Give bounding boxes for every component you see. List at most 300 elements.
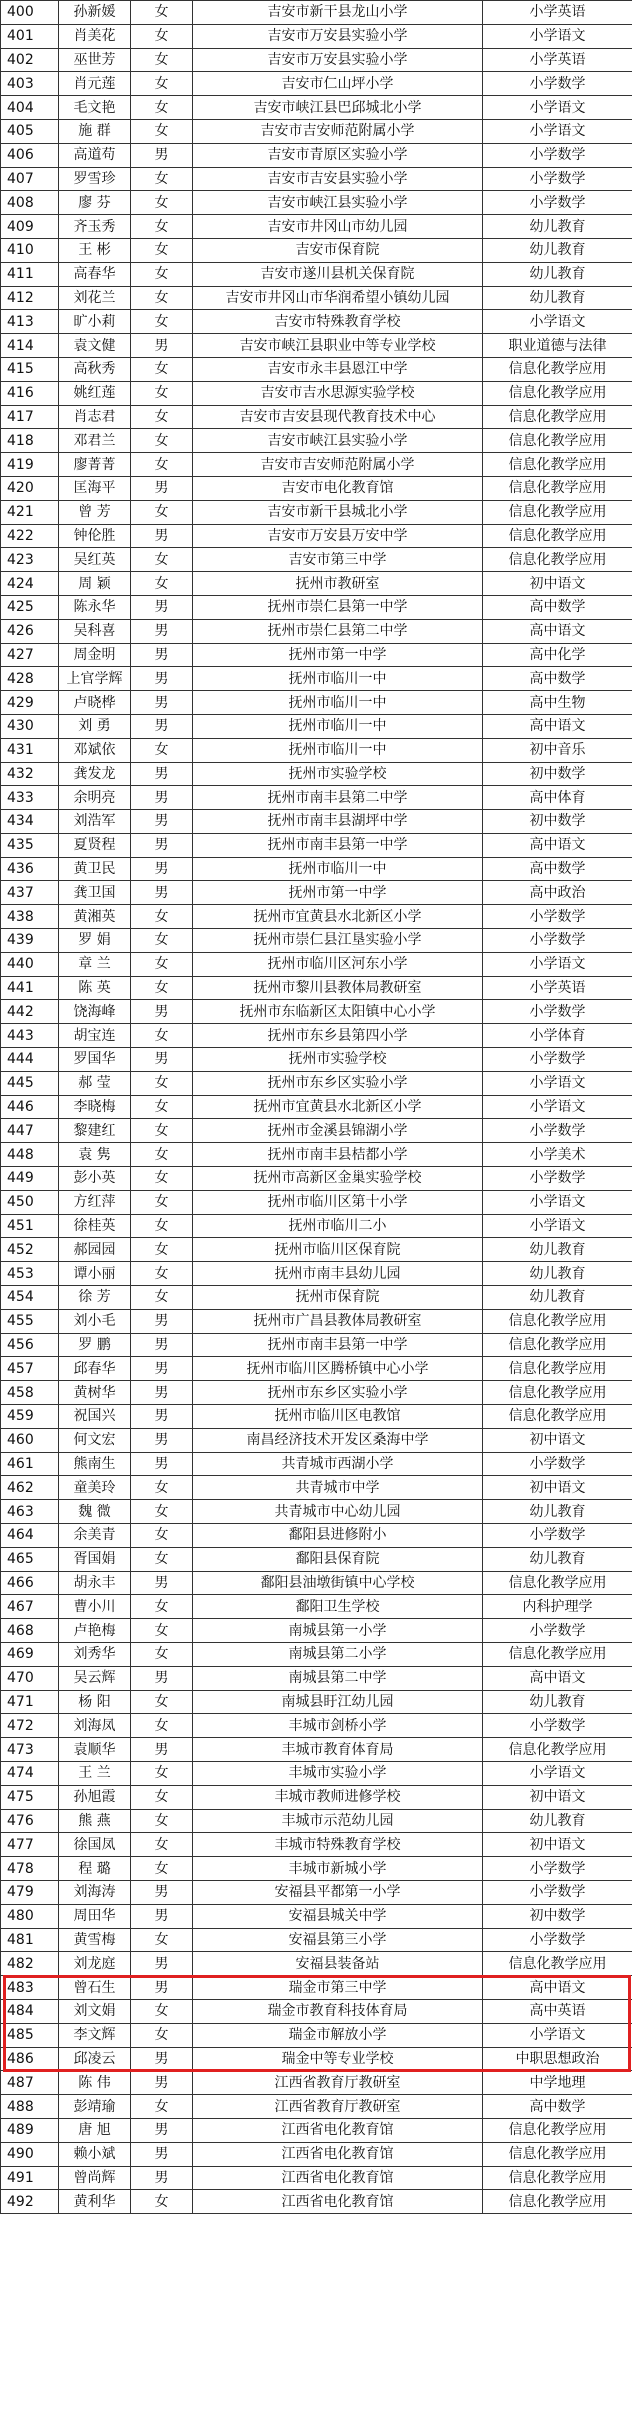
cell-name: 黎建红	[59, 1119, 131, 1143]
cell-name: 黄利华	[59, 2190, 131, 2214]
cell-no: 450	[1, 1190, 59, 1214]
cell-no: 478	[1, 1857, 59, 1881]
table-row	[1, 1286, 632, 1310]
table-row	[1, 1714, 632, 1738]
table-row	[1, 1952, 632, 1976]
cell-name: 王 彬	[59, 238, 131, 262]
cell-unit: 吉安市新干县龙山小学	[193, 1, 483, 25]
cell-no: 447	[1, 1119, 59, 1143]
cell-no: 410	[1, 238, 59, 262]
cell-no: 438	[1, 905, 59, 929]
cell-gender: 女	[131, 119, 193, 143]
cell-unit: 抚州市东乡县第四小学	[193, 1024, 483, 1048]
cell-unit: 丰城市特殊教育学校	[193, 1833, 483, 1857]
cell-name: 龚卫国	[59, 881, 131, 905]
table-row	[1, 2118, 632, 2142]
cell-no: 413	[1, 310, 59, 334]
cell-gender: 男	[131, 762, 193, 786]
cell-name: 余明亮	[59, 786, 131, 810]
table-row	[1, 1167, 632, 1191]
cell-gender: 女	[131, 1714, 193, 1738]
cell-gender: 男	[131, 2166, 193, 2190]
cell-gender: 女	[131, 1, 193, 25]
cell-subject: 小学语文	[483, 1095, 632, 1119]
cell-subject: 信息化教学应用	[483, 405, 632, 429]
cell-no: 483	[1, 1976, 59, 2000]
cell-no: 462	[1, 1476, 59, 1500]
table-row	[1, 96, 632, 120]
table-row	[1, 1071, 632, 1095]
cell-subject: 小学语文	[483, 952, 632, 976]
cell-name: 肖美花	[59, 24, 131, 48]
cell-no: 421	[1, 500, 59, 524]
table-row	[1, 215, 632, 239]
table-row	[1, 1976, 632, 2000]
cell-no: 460	[1, 1428, 59, 1452]
cell-unit: 鄱阳卫生学校	[193, 1595, 483, 1619]
cell-unit: 南城县第一小学	[193, 1619, 483, 1643]
cell-name: 袁 隽	[59, 1143, 131, 1167]
cell-no: 487	[1, 2071, 59, 2095]
cell-name: 彭靖瑜	[59, 2095, 131, 2119]
table-row	[1, 1547, 632, 1571]
cell-no: 440	[1, 952, 59, 976]
cell-no: 422	[1, 524, 59, 548]
cell-unit: 南昌经济技术开发区桑海中学	[193, 1428, 483, 1452]
cell-unit: 吉安市吉安县现代教育技术中心	[193, 405, 483, 429]
cell-name: 魏 微	[59, 1500, 131, 1524]
cell-unit: 抚州市黎川县教体局教研室	[193, 976, 483, 1000]
cell-gender: 女	[131, 96, 193, 120]
cell-name: 夏贤程	[59, 833, 131, 857]
table-row	[1, 1904, 632, 1928]
cell-name: 罗国华	[59, 1048, 131, 1072]
cell-unit: 丰城市新城小学	[193, 1857, 483, 1881]
cell-gender: 女	[131, 1167, 193, 1191]
cell-name: 周田华	[59, 1904, 131, 1928]
cell-subject: 小学语文	[483, 119, 632, 143]
cell-gender: 女	[131, 48, 193, 72]
cell-subject: 小学美术	[483, 1143, 632, 1167]
cell-gender: 女	[131, 310, 193, 334]
cell-subject: 小学语文	[483, 1071, 632, 1095]
cell-name: 巫世芳	[59, 48, 131, 72]
cell-unit: 抚州市东乡区实验小学	[193, 1071, 483, 1095]
cell-name: 童美玲	[59, 1476, 131, 1500]
cell-no: 442	[1, 1000, 59, 1024]
cell-gender: 男	[131, 524, 193, 548]
cell-gender: 女	[131, 2095, 193, 2119]
cell-gender: 男	[131, 857, 193, 881]
cell-no: 411	[1, 262, 59, 286]
cell-subject: 小学数学	[483, 1714, 632, 1738]
cell-no: 463	[1, 1500, 59, 1524]
cell-name: 程 璐	[59, 1857, 131, 1881]
cell-unit: 吉安市电化教育馆	[193, 476, 483, 500]
cell-no: 429	[1, 691, 59, 715]
cell-subject: 信息化教学应用	[483, 548, 632, 572]
cell-unit: 江西省教育厅教研室	[193, 2071, 483, 2095]
cell-unit: 抚州市南丰县第二中学	[193, 786, 483, 810]
table-row	[1, 262, 632, 286]
cell-gender: 男	[131, 833, 193, 857]
table-row	[1, 929, 632, 953]
table-row	[1, 1738, 632, 1762]
cell-name: 曾 芳	[59, 500, 131, 524]
cell-subject: 小学数学	[483, 1524, 632, 1548]
table-row	[1, 691, 632, 715]
cell-name: 高秋秀	[59, 357, 131, 381]
cell-no: 491	[1, 2166, 59, 2190]
cell-gender: 女	[131, 1143, 193, 1167]
cell-gender: 男	[131, 1333, 193, 1357]
cell-unit: 抚州市高新区金巢实验学校	[193, 1167, 483, 1191]
cell-unit: 吉安市峡江县巴邱城北小学	[193, 96, 483, 120]
cell-unit: 吉安市第三中学	[193, 548, 483, 572]
table-row	[1, 1857, 632, 1881]
cell-name: 胡宝连	[59, 1024, 131, 1048]
cell-gender: 男	[131, 1357, 193, 1381]
cell-gender: 女	[131, 1928, 193, 1952]
table-row	[1, 405, 632, 429]
cell-unit: 丰城市剑桥小学	[193, 1714, 483, 1738]
cell-subject: 信息化教学应用	[483, 2166, 632, 2190]
cell-gender: 男	[131, 643, 193, 667]
cell-subject: 高中语文	[483, 1666, 632, 1690]
cell-name: 徐 芳	[59, 1286, 131, 1310]
cell-gender: 女	[131, 1809, 193, 1833]
cell-no: 489	[1, 2118, 59, 2142]
cell-name: 施 群	[59, 119, 131, 143]
cell-name: 刘浩军	[59, 810, 131, 834]
cell-subject: 小学数学	[483, 191, 632, 215]
cell-name: 唐 旭	[59, 2118, 131, 2142]
cell-name: 章 兰	[59, 952, 131, 976]
cell-name: 熊南生	[59, 1452, 131, 1476]
cell-unit: 抚州市临川区电教馆	[193, 1405, 483, 1429]
cell-name: 王 兰	[59, 1761, 131, 1785]
cell-no: 448	[1, 1143, 59, 1167]
cell-no: 400	[1, 1, 59, 25]
cell-no: 464	[1, 1524, 59, 1548]
table-row	[1, 881, 632, 905]
cell-no: 457	[1, 1357, 59, 1381]
cell-no: 435	[1, 833, 59, 857]
cell-name: 罗 鹏	[59, 1333, 131, 1357]
cell-name: 匡海平	[59, 476, 131, 500]
cell-name: 旷小莉	[59, 310, 131, 334]
cell-unit: 吉安市永丰县恩江中学	[193, 357, 483, 381]
cell-unit: 抚州市南丰县第一中学	[193, 1333, 483, 1357]
cell-gender: 女	[131, 1619, 193, 1643]
table-row	[1, 453, 632, 477]
cell-no: 484	[1, 1999, 59, 2023]
table-row	[1, 1833, 632, 1857]
cell-gender: 男	[131, 1381, 193, 1405]
cell-unit: 吉安市万安县实验小学	[193, 48, 483, 72]
cell-unit: 吉安市井冈山市华润希望小镇幼儿园	[193, 286, 483, 310]
cell-unit: 吉安市遂川县机关保育院	[193, 262, 483, 286]
cell-unit: 抚州市临川一中	[193, 714, 483, 738]
table-row	[1, 833, 632, 857]
cell-name: 刘秀华	[59, 1642, 131, 1666]
cell-gender: 女	[131, 738, 193, 762]
table-row	[1, 429, 632, 453]
cell-name: 吴云辉	[59, 1666, 131, 1690]
cell-name: 余美青	[59, 1524, 131, 1548]
cell-gender: 女	[131, 1761, 193, 1785]
cell-name: 刘海凤	[59, 1714, 131, 1738]
table-body	[1, 1, 632, 2214]
cell-subject: 高中数学	[483, 857, 632, 881]
cell-no: 416	[1, 381, 59, 405]
cell-name: 祝国兴	[59, 1405, 131, 1429]
cell-gender: 女	[131, 167, 193, 191]
cell-subject: 高中政治	[483, 881, 632, 905]
cell-subject: 信息化教学应用	[483, 1357, 632, 1381]
cell-no: 402	[1, 48, 59, 72]
cell-subject: 小学体育	[483, 1024, 632, 1048]
cell-subject: 幼儿教育	[483, 1286, 632, 1310]
cell-subject: 小学数学	[483, 905, 632, 929]
cell-unit: 丰城市示范幼儿园	[193, 1809, 483, 1833]
cell-gender: 女	[131, 952, 193, 976]
cell-name: 邓君兰	[59, 429, 131, 453]
cell-subject: 信息化教学应用	[483, 2142, 632, 2166]
cell-unit: 江西省电化教育馆	[193, 2118, 483, 2142]
cell-no: 474	[1, 1761, 59, 1785]
table-row	[1, 1452, 632, 1476]
cell-subject: 小学语文	[483, 24, 632, 48]
cell-no: 420	[1, 476, 59, 500]
cell-unit: 共青城市中学	[193, 1476, 483, 1500]
cell-gender: 女	[131, 238, 193, 262]
table-row	[1, 2095, 632, 2119]
cell-subject: 初中语文	[483, 572, 632, 596]
cell-name: 邱凌云	[59, 2047, 131, 2071]
cell-unit: 抚州市临川二小	[193, 1214, 483, 1238]
cell-no: 407	[1, 167, 59, 191]
cell-name: 袁顺华	[59, 1738, 131, 1762]
table-row	[1, 167, 632, 191]
table-row	[1, 2047, 632, 2071]
cell-subject: 高中语文	[483, 619, 632, 643]
cell-name: 肖志君	[59, 405, 131, 429]
cell-gender: 男	[131, 334, 193, 358]
table-row	[1, 72, 632, 96]
cell-unit: 鄱阳县进修附小	[193, 1524, 483, 1548]
cell-unit: 抚州市实验学校	[193, 762, 483, 786]
cell-unit: 抚州市东临新区太阳镇中心小学	[193, 1000, 483, 1024]
cell-gender: 女	[131, 572, 193, 596]
table-row	[1, 1785, 632, 1809]
cell-subject: 初中语文	[483, 1428, 632, 1452]
table-row	[1, 1571, 632, 1595]
cell-gender: 女	[131, 1785, 193, 1809]
cell-name: 毛文艳	[59, 96, 131, 120]
cell-gender: 女	[131, 500, 193, 524]
cell-unit: 南城县第二中学	[193, 1666, 483, 1690]
cell-no: 473	[1, 1738, 59, 1762]
cell-name: 龚发龙	[59, 762, 131, 786]
table-row	[1, 595, 632, 619]
cell-no: 446	[1, 1095, 59, 1119]
cell-gender: 男	[131, 1048, 193, 1072]
cell-no: 458	[1, 1381, 59, 1405]
cell-subject: 初中语文	[483, 1833, 632, 1857]
cell-subject: 小学数学	[483, 1167, 632, 1191]
cell-gender: 男	[131, 691, 193, 715]
cell-gender: 女	[131, 405, 193, 429]
cell-name: 刘小毛	[59, 1309, 131, 1333]
cell-name: 陈永华	[59, 595, 131, 619]
table-row	[1, 619, 632, 643]
cell-gender: 女	[131, 215, 193, 239]
cell-gender: 女	[131, 1190, 193, 1214]
cell-name: 高道苟	[59, 143, 131, 167]
cell-unit: 安福县城关中学	[193, 1904, 483, 1928]
cell-no: 476	[1, 1809, 59, 1833]
cell-name: 孙新媛	[59, 1, 131, 25]
cell-subject: 小学数学	[483, 1000, 632, 1024]
cell-gender: 男	[131, 143, 193, 167]
cell-gender: 女	[131, 1857, 193, 1881]
cell-unit: 江西省电化教育馆	[193, 2190, 483, 2214]
cell-gender: 女	[131, 905, 193, 929]
cell-name: 赖小斌	[59, 2142, 131, 2166]
cell-gender: 女	[131, 1833, 193, 1857]
cell-name: 刘 勇	[59, 714, 131, 738]
cell-gender: 女	[131, 1500, 193, 1524]
cell-no: 470	[1, 1666, 59, 1690]
cell-name: 廖 芬	[59, 191, 131, 215]
cell-unit: 抚州市第一中学	[193, 881, 483, 905]
cell-unit: 吉安市峡江县实验小学	[193, 191, 483, 215]
cell-subject: 幼儿教育	[483, 1809, 632, 1833]
cell-subject: 信息化教学应用	[483, 453, 632, 477]
cell-no: 414	[1, 334, 59, 358]
cell-no: 424	[1, 572, 59, 596]
cell-unit: 丰城市教师进修学校	[193, 1785, 483, 1809]
cell-subject: 小学数学	[483, 143, 632, 167]
table-row	[1, 1999, 632, 2023]
cell-gender: 男	[131, 476, 193, 500]
cell-unit: 抚州市崇仁县第一中学	[193, 595, 483, 619]
cell-unit: 南城县盱江幼儿园	[193, 1690, 483, 1714]
cell-unit: 丰城市教育体育局	[193, 1738, 483, 1762]
cell-no: 404	[1, 96, 59, 120]
cell-unit: 南城县第二小学	[193, 1642, 483, 1666]
cell-no: 430	[1, 714, 59, 738]
cell-unit: 抚州市南丰县湖坪中学	[193, 810, 483, 834]
cell-unit: 吉安市新干县城北小学	[193, 500, 483, 524]
cell-subject: 信息化教学应用	[483, 381, 632, 405]
cell-unit: 吉安市仁山坪小学	[193, 72, 483, 96]
cell-name: 肖元莲	[59, 72, 131, 96]
cell-gender: 女	[131, 1262, 193, 1286]
cell-no: 436	[1, 857, 59, 881]
cell-unit: 瑞金市第三中学	[193, 1976, 483, 2000]
cell-gender: 女	[131, 1476, 193, 1500]
cell-no: 482	[1, 1952, 59, 1976]
cell-gender: 男	[131, 2142, 193, 2166]
cell-subject: 小学数学	[483, 1048, 632, 1072]
table-row	[1, 1000, 632, 1024]
cell-subject: 小学语文	[483, 1214, 632, 1238]
table-row	[1, 1761, 632, 1785]
cell-name: 饶海峰	[59, 1000, 131, 1024]
cell-unit: 抚州市宜黄县水北新区小学	[193, 1095, 483, 1119]
cell-unit: 抚州市东乡区实验小学	[193, 1381, 483, 1405]
cell-gender: 女	[131, 24, 193, 48]
cell-gender: 女	[131, 2023, 193, 2047]
cell-unit: 抚州市宜黄县水北新区小学	[193, 905, 483, 929]
cell-no: 453	[1, 1262, 59, 1286]
cell-no: 406	[1, 143, 59, 167]
cell-unit: 吉安市井冈山市幼儿园	[193, 215, 483, 239]
cell-name: 徐国凤	[59, 1833, 131, 1857]
cell-unit: 抚州市南丰县桔都小学	[193, 1143, 483, 1167]
cell-no: 449	[1, 1167, 59, 1191]
cell-unit: 吉安市万安县万安中学	[193, 524, 483, 548]
cell-no: 445	[1, 1071, 59, 1095]
cell-name: 廖菁菁	[59, 453, 131, 477]
table-row	[1, 786, 632, 810]
cell-unit: 吉安市峡江县实验小学	[193, 429, 483, 453]
cell-subject: 初中音乐	[483, 738, 632, 762]
cell-no: 437	[1, 881, 59, 905]
cell-no: 433	[1, 786, 59, 810]
cell-unit: 抚州市临川区腾桥镇中心小学	[193, 1357, 483, 1381]
table-row	[1, 1214, 632, 1238]
cell-subject: 初中语文	[483, 1785, 632, 1809]
table-row	[1, 1809, 632, 1833]
cell-subject: 信息化教学应用	[483, 1952, 632, 1976]
cell-name: 刘龙庭	[59, 1952, 131, 1976]
cell-gender: 男	[131, 1452, 193, 1476]
cell-gender: 男	[131, 1571, 193, 1595]
cell-unit: 抚州市金溪县锦湖小学	[193, 1119, 483, 1143]
cell-no: 417	[1, 405, 59, 429]
cell-name: 卢晓桦	[59, 691, 131, 715]
cell-gender: 男	[131, 619, 193, 643]
cell-unit: 吉安市吉安县实验小学	[193, 167, 483, 191]
cell-no: 423	[1, 548, 59, 572]
cell-name: 熊 燕	[59, 1809, 131, 1833]
cell-unit: 江西省教育厅教研室	[193, 2095, 483, 2119]
cell-unit: 吉安市青原区实验小学	[193, 143, 483, 167]
table-row	[1, 810, 632, 834]
cell-subject: 小学语文	[483, 96, 632, 120]
cell-unit: 抚州市崇仁县江垦实验小学	[193, 929, 483, 953]
table-row	[1, 381, 632, 405]
cell-gender: 女	[131, 1286, 193, 1310]
cell-unit: 抚州市临川一中	[193, 667, 483, 691]
cell-no: 443	[1, 1024, 59, 1048]
cell-gender: 女	[131, 286, 193, 310]
cell-gender: 女	[131, 1238, 193, 1262]
cell-subject: 幼儿教育	[483, 215, 632, 239]
table-row	[1, 952, 632, 976]
cell-gender: 女	[131, 1214, 193, 1238]
table-row	[1, 1309, 632, 1333]
cell-gender: 女	[131, 1524, 193, 1548]
table-row	[1, 1, 632, 25]
cell-name: 李晓梅	[59, 1095, 131, 1119]
cell-subject: 幼儿教育	[483, 238, 632, 262]
cell-name: 卢艳梅	[59, 1619, 131, 1643]
table-row	[1, 1095, 632, 1119]
